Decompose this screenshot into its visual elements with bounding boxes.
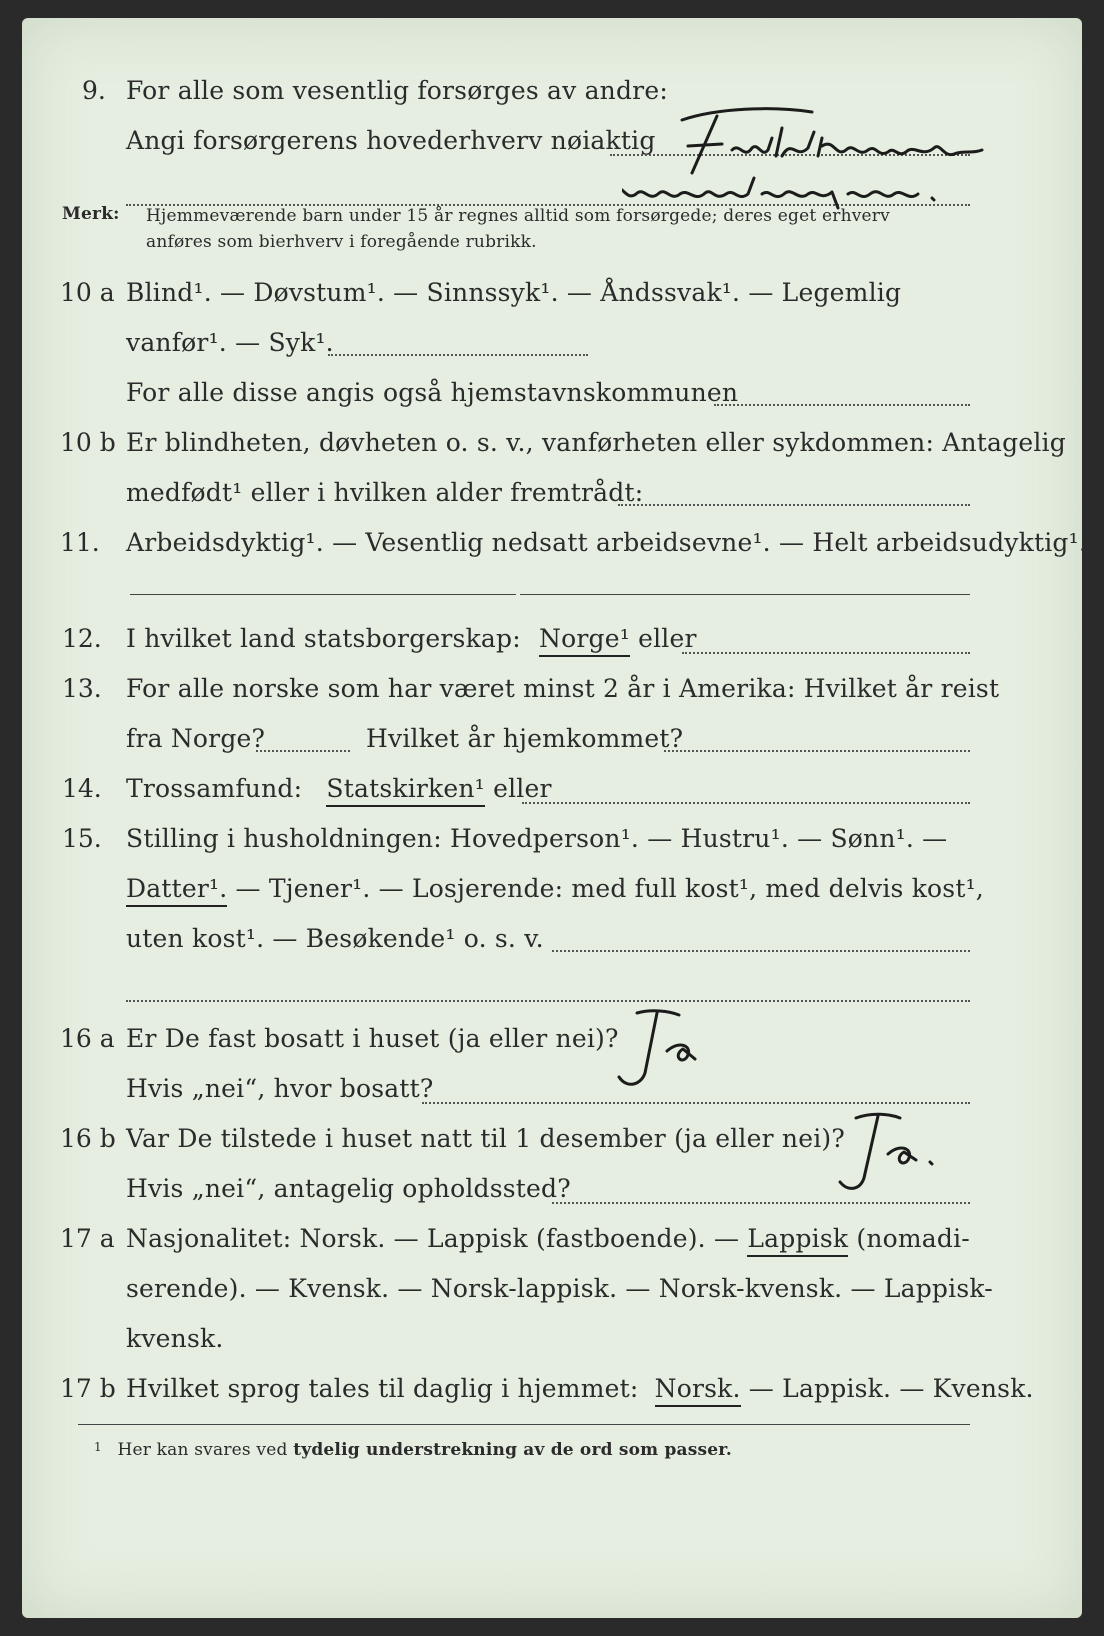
q13-hjemkommet-line bbox=[664, 750, 970, 752]
footnote-mark: 1 bbox=[94, 1440, 102, 1454]
q15-selected-datter: Datter¹. bbox=[126, 874, 227, 907]
q17a-number: 17 a bbox=[60, 1224, 115, 1253]
q17b-question: Hvilket sprog tales til daglig i hjemmet: bbox=[126, 1374, 639, 1403]
q12-text bbox=[126, 624, 697, 653]
q9-line2: Angi forsørgerens hovederhverv nøiaktig bbox=[126, 126, 656, 155]
q11-separator-b bbox=[520, 594, 970, 595]
footnote-rule bbox=[78, 1424, 970, 1425]
q14-selected-statskirken: Statskirken¹ bbox=[326, 774, 485, 807]
q10b-line1: Er blindheten, døvheten o. s. v., vanførheten eller sykdommen: Antagelig bbox=[126, 428, 1066, 457]
q14-answer-line bbox=[522, 802, 970, 804]
q15-answer-line2 bbox=[126, 1000, 970, 1002]
q16b-number: 16 b bbox=[60, 1124, 116, 1153]
q13-number: 13. bbox=[62, 674, 102, 703]
q13-line2b: Hvilket år hjemkommet? bbox=[366, 724, 684, 753]
q17a-line1-end: (nomadi- bbox=[856, 1224, 970, 1253]
q16b-line2: Hvis „nei“, antagelig opholdssted? bbox=[126, 1174, 571, 1203]
q10a-answer-line bbox=[328, 354, 588, 356]
q15-answer-line bbox=[552, 950, 970, 952]
q14-number: 14. bbox=[62, 774, 102, 803]
q10a-line3: For alle disse angis også hjemstavnskommunen bbox=[126, 378, 739, 407]
q17a-line3: kvensk. bbox=[126, 1324, 224, 1353]
q14-question: Trossamfund: bbox=[126, 774, 303, 803]
merk-line2: anføres som bierhverv i foregående rubrikk. bbox=[146, 232, 537, 252]
q13-reist-line bbox=[256, 750, 350, 752]
q17b-selected-norsk: Norsk. bbox=[655, 1374, 741, 1407]
q15-line3: uten kost¹. — Besøkende¹ o. s. v. bbox=[126, 924, 544, 953]
q10b-answer-line bbox=[618, 504, 970, 506]
q12-question: I hvilket land statsborgerskap: bbox=[126, 624, 521, 653]
q13-line2a: fra Norge? bbox=[126, 724, 266, 753]
q16b-line1: Var De tilstede i huset natt til 1 desember (ja eller nei)? bbox=[126, 1124, 845, 1153]
q16b-answer-line bbox=[552, 1202, 970, 1204]
q14-rest: eller bbox=[493, 774, 552, 803]
q9-number: 9. bbox=[82, 76, 106, 105]
q10a-line1: Blind¹. — Døvstum¹. — Sinnssyk¹. — Åndssvak¹. — Legemlig bbox=[126, 278, 902, 307]
q11-number: 11. bbox=[60, 528, 100, 557]
q17b-rest: — Lappisk. — Kvensk. bbox=[748, 1374, 1034, 1403]
q17a-line1-start: Nasjonalitet: Norsk. — Lappisk (fastboende). — bbox=[126, 1224, 740, 1253]
q15-line2 bbox=[126, 874, 984, 903]
q16a-line1: Er De fast bosatt i huset (ja eller nei)? bbox=[126, 1024, 619, 1053]
q16a-line2: Hvis „nei“, hvor bosatt? bbox=[126, 1074, 434, 1103]
q17a-selected-lappisk: Lappisk bbox=[747, 1224, 848, 1257]
q15-number: 15. bbox=[62, 824, 102, 853]
q11-line1: Arbeidsdyktig¹. — Vesentlig nedsatt arbeidsevne¹. — Helt arbeidsudyktig¹. bbox=[126, 528, 1087, 557]
footnote bbox=[94, 1440, 732, 1460]
q17b-number: 17 b bbox=[60, 1374, 116, 1403]
q16a-handwritten-ja bbox=[597, 1003, 717, 1103]
q17b-line bbox=[126, 1374, 1034, 1403]
q10a-number: 10 a bbox=[60, 278, 115, 307]
q11-separator-a bbox=[130, 594, 516, 595]
q12-selected-norge: Norge¹ bbox=[539, 624, 630, 657]
q15-line1: Stilling i husholdningen: Hovedperson¹. — Hustru¹. — Sønn¹. — bbox=[126, 824, 948, 853]
merk-line1: Hjemmeværende barn under 15 år regnes alltid som forsørgede; deres eget erhverv bbox=[146, 206, 890, 226]
q10b-line2: medfødt¹ eller i hvilken alder fremtrådt: bbox=[126, 478, 644, 507]
q12-number: 12. bbox=[62, 624, 102, 653]
census-form-sheet bbox=[22, 18, 1087, 1618]
merk-label: Merk: bbox=[62, 204, 120, 224]
q17a-line1 bbox=[126, 1224, 970, 1253]
footnote-text-a: Her kan svares ved bbox=[117, 1440, 288, 1460]
q17a-line2: serende). — Kvensk. — Norsk-lappisk. — Norsk-kvensk. — Lappisk- bbox=[126, 1274, 993, 1303]
q12-answer-line bbox=[682, 652, 970, 654]
q9-line1: For alle som vesentlig forsørges av andre: bbox=[126, 76, 668, 105]
q14-text bbox=[126, 774, 552, 803]
q13-line1: For alle norske som har været minst 2 år i Amerika: Hvilket år reist bbox=[126, 674, 1000, 703]
q12-rest: eller bbox=[638, 624, 697, 653]
q10a-hjemstavn-line bbox=[714, 404, 970, 406]
q16a-number: 16 a bbox=[60, 1024, 115, 1053]
q10b-number: 10 b bbox=[60, 428, 116, 457]
q15-line2-rest: — Tjener¹. — Losjerende: med full kost¹, med delvis kost¹, bbox=[235, 874, 984, 903]
q16b-handwritten-ja bbox=[822, 1098, 952, 1208]
footnote-text-b: tydelig understrekning av de ord som passer. bbox=[293, 1440, 733, 1460]
q10a-line2: vanfør¹. — Syk¹. bbox=[126, 328, 334, 357]
